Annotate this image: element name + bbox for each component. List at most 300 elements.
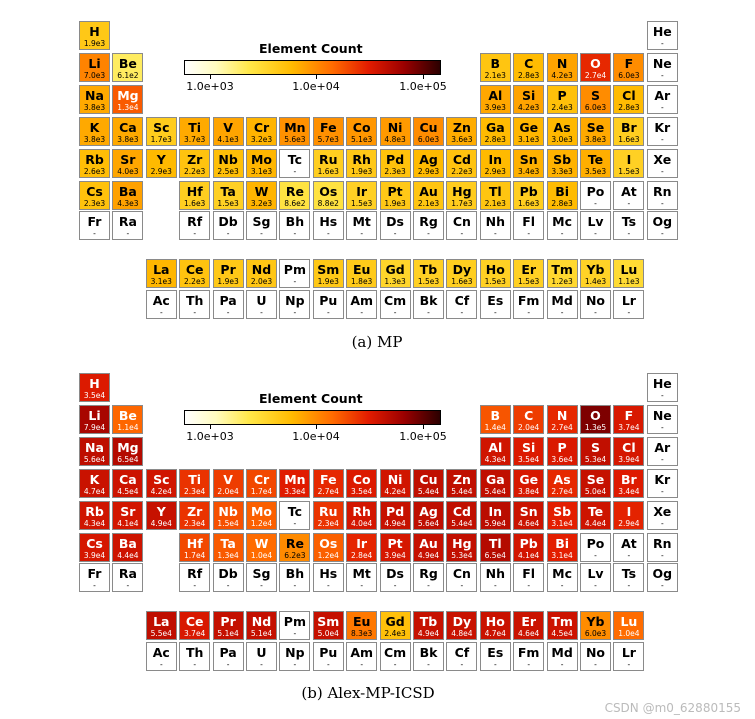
element-symbol: U — [256, 293, 267, 308]
element-cell-po — [580, 533, 611, 562]
element-cell-br — [613, 117, 644, 146]
element-cell-er — [513, 611, 544, 640]
element-count: - — [393, 660, 397, 669]
element-count: 1.5e4 — [217, 519, 239, 528]
element-cell-ge — [513, 469, 544, 498]
element-symbol: In — [488, 152, 503, 167]
element-count: 2.8e3 — [518, 71, 540, 80]
element-symbol: Ni — [387, 120, 403, 135]
element-symbol: Cl — [622, 440, 636, 455]
element-cell-pu — [313, 290, 344, 319]
element-count: 5.4e4 — [484, 487, 506, 496]
element-symbol: Lu — [620, 614, 638, 629]
element-count: - — [260, 308, 263, 317]
element-cell-db — [213, 563, 244, 592]
element-count: 4.5e4 — [117, 487, 139, 496]
element-count: - — [627, 229, 631, 238]
element-cell-hf — [179, 533, 210, 562]
element-cell-xe — [647, 149, 678, 178]
element-symbol: Sr — [120, 152, 136, 167]
element-cell-ce — [179, 611, 210, 640]
element-symbol: Au — [419, 184, 438, 199]
element-count: 4.0e4 — [351, 519, 373, 528]
colorbar-tick-label: 1.0e+04 — [292, 80, 340, 93]
element-symbol: Hs — [319, 566, 338, 581]
element-symbol: Rh — [352, 152, 371, 167]
element-symbol: Pt — [387, 536, 403, 551]
element-cell-lu — [613, 611, 644, 640]
element-count: 1.5e3 — [484, 277, 506, 286]
element-symbol: Rf — [187, 566, 203, 581]
element-symbol: H — [89, 24, 100, 39]
element-cell-u — [246, 290, 277, 319]
element-count: 5.4e4 — [417, 487, 440, 496]
element-cell-sr — [112, 149, 143, 178]
element-symbol: Cn — [452, 214, 471, 229]
element-symbol: Tc — [287, 504, 303, 519]
element-symbol: Cs — [86, 536, 103, 551]
element-cell-sg — [246, 211, 277, 240]
element-symbol: Tl — [488, 184, 502, 199]
element-symbol: Nh — [485, 566, 505, 581]
element-cell-ar — [647, 85, 678, 114]
element-symbol: Cf — [454, 293, 470, 308]
element-cell-po — [580, 181, 611, 210]
element-cell-v — [213, 469, 244, 498]
element-cell-nh — [480, 563, 511, 592]
element-symbol: Be — [118, 408, 137, 423]
element-count: 3.8e3 — [584, 135, 607, 144]
element-symbol: Ni — [387, 472, 403, 487]
element-cell-es — [480, 290, 511, 319]
element-cell-th — [179, 642, 210, 671]
element-cell-yb — [580, 611, 611, 640]
element-cell-fl — [513, 563, 544, 592]
element-count: 7.9e4 — [83, 423, 106, 432]
element-symbol: Nh — [485, 214, 505, 229]
element-symbol: Co — [352, 120, 371, 135]
element-cell-rg — [413, 563, 444, 592]
element-count: - — [360, 660, 364, 669]
element-cell-be — [112, 405, 143, 434]
element-count: - — [560, 581, 564, 590]
element-symbol: Pm — [283, 262, 306, 277]
element-symbol: Ts — [621, 214, 637, 229]
element-count: - — [660, 455, 664, 464]
element-symbol: Er — [521, 262, 537, 277]
element-symbol: Rn — [653, 184, 672, 199]
element-count: - — [660, 103, 664, 112]
element-symbol: Ta — [220, 536, 236, 551]
element-symbol: P — [557, 88, 567, 103]
element-count: 5.1e4 — [250, 629, 273, 638]
element-symbol: Ga — [485, 120, 505, 135]
element-cell-hg — [446, 181, 477, 210]
element-symbol: C — [524, 408, 534, 423]
element-count: 2.0e4 — [217, 487, 239, 496]
element-symbol: Es — [487, 645, 504, 660]
element-symbol: Rg — [419, 214, 438, 229]
element-symbol: Lv — [587, 566, 604, 581]
element-symbol: Pu — [319, 293, 338, 308]
element-cell-lr — [613, 290, 644, 319]
element-cell-cd — [446, 149, 477, 178]
element-cell-as — [547, 117, 578, 146]
element-count: 1.5e3 — [618, 167, 640, 176]
element-count: 3.0e3 — [551, 135, 573, 144]
element-cell-pa — [213, 290, 244, 319]
element-cell-ru — [313, 149, 344, 178]
element-symbol: Ds — [386, 566, 404, 581]
element-count: 2.3e4 — [184, 487, 206, 496]
element-cell-tm — [547, 611, 578, 640]
element-cell-fr — [79, 563, 110, 592]
element-count: 2.9e4 — [618, 519, 640, 528]
element-count: 5.0e4 — [584, 487, 607, 496]
element-count: 1.6e3 — [618, 135, 640, 144]
element-symbol: Re — [285, 184, 304, 199]
element-symbol: Dy — [452, 614, 472, 629]
element-symbol: W — [254, 536, 269, 551]
element-count: 1.3e4 — [117, 103, 139, 112]
colorbar-tick — [210, 425, 211, 429]
element-cell-xe — [647, 501, 678, 530]
element-cell-cu — [413, 469, 444, 498]
element-symbol: Cs — [86, 184, 103, 199]
element-cell-co — [346, 117, 377, 146]
element-symbol: Te — [587, 152, 604, 167]
element-count: 5.9e4 — [484, 519, 506, 528]
element-symbol: Fl — [522, 566, 536, 581]
element-count: 1.5e3 — [518, 277, 540, 286]
element-symbol: Si — [522, 88, 536, 103]
element-count: 1.3e5 — [584, 423, 607, 432]
element-symbol: Cn — [452, 566, 471, 581]
element-cell-am — [346, 290, 377, 319]
element-count: 1.7e4 — [250, 487, 273, 496]
element-cell-es — [480, 642, 511, 671]
element-symbol: Ra — [118, 566, 137, 581]
element-symbol: C — [524, 56, 534, 71]
element-cell-dy — [446, 259, 477, 288]
element-symbol: Fr — [87, 566, 102, 581]
element-count: 1.8e3 — [351, 277, 373, 286]
element-symbol: Pt — [387, 184, 403, 199]
element-symbol: Y — [156, 504, 166, 519]
element-symbol: Nd — [251, 614, 272, 629]
element-count: 3.5e3 — [584, 167, 607, 176]
element-symbol: Mt — [352, 214, 371, 229]
element-cell-pt — [380, 533, 411, 562]
element-count: 3.3e3 — [551, 167, 573, 176]
element-count: 6.1e2 — [117, 71, 139, 80]
element-symbol: K — [89, 472, 100, 487]
element-cell-la — [146, 611, 177, 640]
element-count: 2.0e3 — [250, 277, 273, 286]
element-symbol: Tb — [419, 262, 438, 277]
element-cell-lu — [613, 259, 644, 288]
element-count: 3.8e3 — [83, 103, 106, 112]
element-cell-k — [79, 469, 110, 498]
element-symbol: Th — [185, 293, 204, 308]
element-count: 1.9e3 — [384, 199, 406, 208]
element-symbol: Ce — [185, 262, 204, 277]
element-cell-na — [79, 437, 110, 466]
element-symbol: Hf — [186, 184, 203, 199]
element-cell-bk — [413, 642, 444, 671]
element-symbol: Pu — [319, 645, 338, 660]
element-cell-hs — [313, 563, 344, 592]
element-count: - — [660, 71, 664, 80]
element-count: - — [560, 308, 564, 317]
element-cell-te — [580, 149, 611, 178]
element-symbol: Sc — [153, 472, 170, 487]
element-symbol: Nb — [218, 152, 238, 167]
element-cell-cr — [246, 469, 277, 498]
element-cell-lv — [580, 211, 611, 240]
element-cell-cd — [446, 501, 477, 530]
colorbar-tick-label: 1.0e+03 — [186, 80, 234, 93]
element-count: 4.4e4 — [117, 551, 139, 560]
element-count: - — [326, 581, 330, 590]
element-cell-pd — [380, 501, 411, 530]
element-cell-pb — [513, 181, 544, 210]
element-cell-nh — [480, 211, 511, 240]
element-cell-pt — [380, 181, 411, 210]
element-symbol: Fm — [517, 645, 540, 660]
element-cell-lv — [580, 563, 611, 592]
element-symbol: Re — [285, 536, 304, 551]
element-symbol: Lv — [587, 214, 604, 229]
element-count: 5.4e4 — [451, 519, 473, 528]
element-cell-ta — [213, 181, 244, 210]
element-symbol: Ca — [119, 120, 137, 135]
element-cell-np — [279, 642, 310, 671]
element-cell-he — [647, 373, 678, 402]
element-symbol: Ag — [419, 152, 438, 167]
element-symbol: V — [223, 472, 233, 487]
element-count: 5.7e3 — [317, 135, 339, 144]
element-count: - — [326, 660, 330, 669]
element-count: 6.5e4 — [484, 551, 506, 560]
element-symbol: Pb — [519, 184, 538, 199]
element-count: - — [660, 135, 664, 144]
element-symbol: Lr — [621, 645, 636, 660]
element-cell-ac — [146, 290, 177, 319]
element-cell-ce — [179, 259, 210, 288]
element-count: - — [560, 660, 564, 669]
element-count: 2.2e3 — [184, 277, 206, 286]
element-count: 3.6e3 — [451, 135, 473, 144]
element-symbol: I — [626, 504, 632, 519]
element-count: 5.6e4 — [417, 519, 440, 528]
element-cell-mt — [346, 211, 377, 240]
element-symbol: Md — [551, 645, 573, 660]
element-cell-ba — [112, 533, 143, 562]
element-cell-rg — [413, 211, 444, 240]
colorbar-tick — [423, 75, 424, 79]
element-cell-re — [279, 181, 310, 210]
element-count: - — [594, 199, 597, 208]
element-count: 4.9e4 — [417, 629, 440, 638]
element-cell-ts — [613, 211, 644, 240]
element-cell-bh — [279, 211, 310, 240]
element-cell-fe — [313, 469, 344, 498]
element-cell-md — [547, 290, 578, 319]
element-symbol: S — [590, 88, 600, 103]
element-symbol: O — [590, 56, 601, 71]
element-count: - — [226, 660, 230, 669]
element-symbol: Zr — [187, 152, 203, 167]
element-count: 2.1e3 — [484, 71, 506, 80]
element-symbol: Pd — [386, 152, 405, 167]
element-count: - — [660, 167, 664, 176]
element-cell-ds — [380, 563, 411, 592]
element-symbol: Og — [652, 214, 673, 229]
element-symbol: Cu — [419, 120, 438, 135]
element-cell-tm — [547, 259, 578, 288]
element-cell-o — [580, 53, 611, 82]
element-cell-mn — [279, 117, 310, 146]
element-count: 2.9e3 — [150, 167, 172, 176]
element-count: 1.4e4 — [484, 423, 506, 432]
element-count: 4.6e4 — [518, 519, 540, 528]
element-cell-nd — [246, 611, 277, 640]
caption-alex-mp-icsd: (b) Alex-MP-ICSD — [301, 684, 435, 702]
element-symbol: Fm — [517, 293, 540, 308]
element-symbol: As — [553, 120, 571, 135]
element-cell-ni — [380, 117, 411, 146]
element-symbol: Ts — [621, 566, 637, 581]
element-cell-sr — [112, 501, 143, 530]
element-count: - — [594, 581, 597, 590]
element-symbol: Tb — [419, 614, 438, 629]
element-cell-th — [179, 290, 210, 319]
element-cell-ca — [112, 117, 143, 146]
element-symbol: Tl — [488, 536, 502, 551]
element-cell-si — [513, 85, 544, 114]
element-cell-f — [613, 53, 644, 82]
element-count: 4.1e4 — [518, 551, 540, 560]
element-count: - — [360, 308, 364, 317]
element-symbol: F — [624, 56, 634, 71]
element-symbol: Xe — [653, 504, 672, 519]
element-symbol: Sg — [252, 566, 271, 581]
element-cell-sn — [513, 149, 544, 178]
element-cell-b — [480, 405, 511, 434]
caption-mp: (a) MP — [351, 333, 403, 351]
element-cell-cl — [613, 437, 644, 466]
element-cell-kr — [647, 117, 678, 146]
element-count: - — [594, 308, 597, 317]
element-count: - — [260, 660, 263, 669]
element-count: 4.7e4 — [83, 487, 106, 496]
element-count: - — [627, 551, 631, 560]
element-cell-md — [547, 642, 578, 671]
element-symbol: Bh — [285, 214, 305, 229]
element-count: - — [293, 660, 297, 669]
element-cell-h — [79, 373, 110, 402]
element-symbol: Br — [621, 120, 637, 135]
colorbar-tick — [316, 425, 317, 429]
element-count: 4.8e3 — [384, 135, 406, 144]
element-symbol: Ru — [319, 504, 338, 519]
element-symbol: Np — [285, 645, 305, 660]
element-symbol: Ge — [519, 472, 539, 487]
element-symbol: Y — [156, 152, 166, 167]
colorbar-title: Element Count — [259, 41, 363, 56]
element-symbol: Sn — [519, 504, 538, 519]
element-symbol: Bk — [419, 293, 438, 308]
element-cell-bi — [547, 181, 578, 210]
element-symbol: Co — [352, 472, 371, 487]
element-count: 6.2e3 — [284, 551, 306, 560]
element-cell-w — [246, 181, 277, 210]
element-count: 5.3e4 — [451, 551, 473, 560]
element-cell-au — [413, 533, 444, 562]
element-count: 3.9e4 — [618, 455, 640, 464]
colorbar-tick — [423, 425, 424, 429]
element-count: - — [627, 581, 631, 590]
element-count: - — [226, 581, 230, 590]
element-symbol: Tc — [287, 152, 303, 167]
element-cell-hg — [446, 533, 477, 562]
element-cell-mg — [112, 85, 143, 114]
element-cell-p — [547, 85, 578, 114]
element-count: - — [527, 581, 531, 590]
element-symbol: No — [585, 645, 606, 660]
element-symbol: Sm — [317, 614, 340, 629]
element-symbol: At — [621, 184, 637, 199]
element-count: 4.2e3 — [551, 71, 573, 80]
element-cell-be — [112, 53, 143, 82]
element-symbol: Mg — [117, 440, 139, 455]
element-symbol: V — [223, 120, 233, 135]
element-symbol: Xe — [653, 152, 672, 167]
element-symbol: Ir — [356, 184, 368, 199]
element-cell-pu — [313, 642, 344, 671]
element-symbol: P — [557, 440, 567, 455]
element-symbol: Md — [551, 293, 573, 308]
element-symbol: Ds — [386, 214, 404, 229]
element-cell-rf — [179, 211, 210, 240]
element-cell-ho — [480, 611, 511, 640]
element-symbol: Mc — [552, 214, 573, 229]
element-symbol: Tm — [551, 614, 573, 629]
element-symbol: Kr — [654, 472, 671, 487]
element-symbol: Ne — [652, 408, 672, 423]
element-symbol: Pr — [220, 262, 236, 277]
element-count: 3.8e4 — [518, 487, 540, 496]
element-count: 5.6e4 — [83, 455, 106, 464]
element-count: - — [427, 308, 430, 317]
element-count: - — [627, 660, 631, 669]
element-cell-os — [313, 533, 344, 562]
element-count: 2.8e4 — [351, 551, 373, 560]
element-symbol: Hs — [319, 214, 338, 229]
element-count: 1.4e3 — [584, 277, 607, 286]
element-symbol: Zr — [187, 504, 203, 519]
element-cell-ga — [480, 117, 511, 146]
element-cell-au — [413, 181, 444, 210]
element-cell-cm — [380, 642, 411, 671]
element-count: - — [460, 660, 464, 669]
element-cell-rb — [79, 149, 110, 178]
element-symbol: Rf — [187, 214, 203, 229]
element-cell-sb — [547, 149, 578, 178]
element-cell-sb — [547, 501, 578, 530]
element-symbol: Te — [587, 504, 604, 519]
